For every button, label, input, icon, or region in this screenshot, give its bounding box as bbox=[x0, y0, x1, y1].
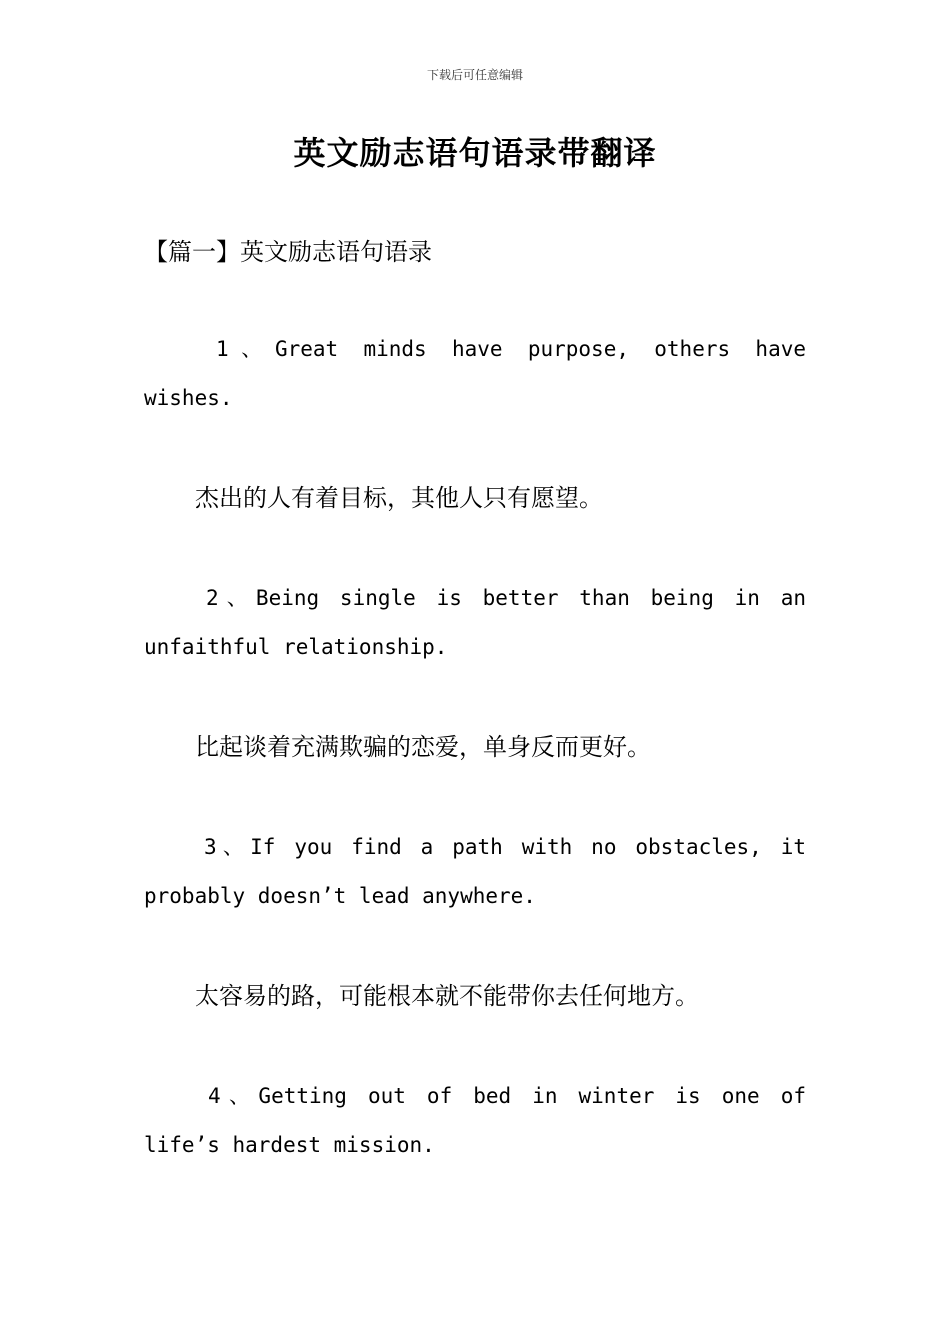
quote-1-english-line-1: 1、Great minds have purpose, others have bbox=[216, 337, 806, 361]
quote-2-english bbox=[144, 574, 806, 672]
quote-3-english-line-2: probably doesn’t lead anywhere. bbox=[144, 884, 536, 908]
quote-3-chinese: 太容易的路，可能根本就不能带你去任何地方。 bbox=[195, 982, 699, 1010]
quote-1-chinese: 杰出的人有着目标，其他人只有愿望。 bbox=[195, 484, 603, 512]
quote-4-english bbox=[144, 1072, 806, 1170]
quote-2-chinese: 比起谈着充满欺骗的恋爱，单身反而更好。 bbox=[195, 733, 651, 761]
quote-4-english-line-2: life’s hardest mission. bbox=[144, 1133, 435, 1157]
quote-1-english-line-2: wishes. bbox=[144, 386, 233, 410]
section-heading: 【篇一】英文励志语句语录 bbox=[144, 238, 432, 266]
quote-1-english bbox=[144, 325, 806, 423]
quote-4-english-line-1: 4、Getting out of bed in winter is one of bbox=[208, 1084, 806, 1108]
header-note: 下载后可任意编辑 bbox=[426, 68, 523, 82]
quote-3-english bbox=[144, 823, 806, 921]
quote-3-english-line-1: 3、If you find a path with no obstacles, it bbox=[204, 835, 806, 859]
document-title: 英文励志语句语录带翻译 bbox=[293, 134, 657, 172]
quote-2-english-line-2: unfaithful relationship. bbox=[144, 635, 448, 659]
quote-2-english-line-1: 2、Being single is better than being in an bbox=[206, 586, 806, 610]
